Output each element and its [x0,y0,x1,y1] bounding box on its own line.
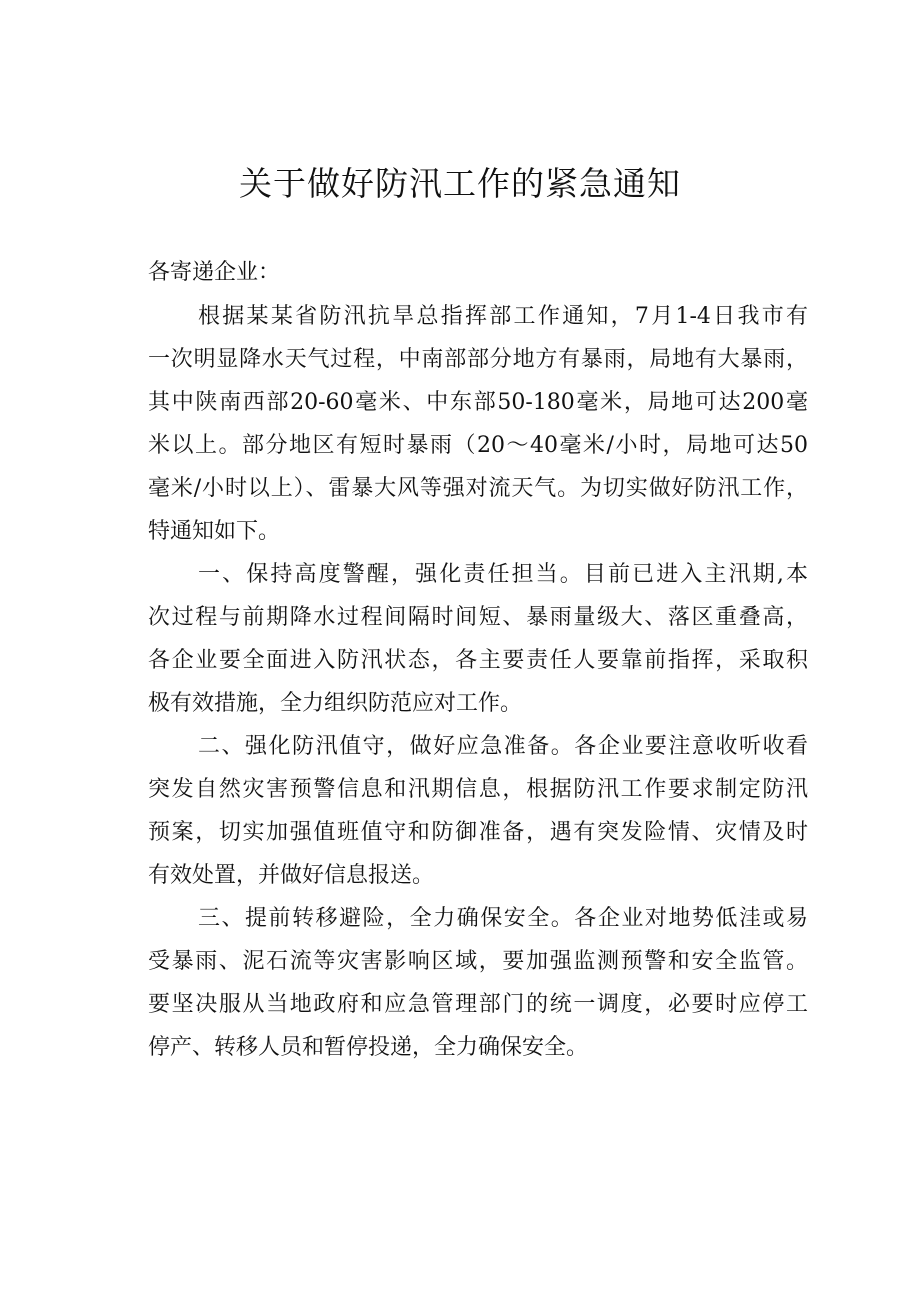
body-text-line: 特通知如下。 [148,519,281,544]
body-text-line: 有效处置，并做好信息报送。 [148,863,435,888]
body-text-line: 各企业要全面进入防汛状态，各主要责任人要靠前指挥，采取积 [148,648,808,673]
body-text-line: 米以上。部分地区有短时暴雨（20～40毫米/小时，局地可达50 [148,433,808,458]
body-text-line: 毫米/小时以上）、雷暴大风等强对流天气。为切实做好防汛工作， [148,476,808,501]
body-text-line: 次过程与前期降水过程间隔时间短、暴雨量级大、落区重叠高， [148,605,808,630]
body-text-line: 一、保持高度警醒，强化责任担当。目前已进入主汛期,本 [198,562,808,587]
body-text-line: 二、强化防汛值守，做好应急准备。各企业要注意收听收看 [198,734,808,759]
body-text-line: 根据某某省防汛抗旱总指挥部工作通知，7月1-4日我市有 [198,304,808,329]
body-text-line: 预案，切实加强值班值守和防御准备，遇有突发险情、灾情及时 [148,820,808,845]
body-text-line: 其中陕南西部20-60毫米、中东部50-180毫米，局地可达200毫 [148,390,808,415]
document-body [148,295,808,1069]
body-text-line: 极有效措施，全力组织防范应对工作。 [148,691,523,716]
body-text-line: 停产、转移人员和暂停投递，全力确保安全。 [148,1035,589,1060]
body-text-line: 三、提前转移避险，全力确保安全。各企业对地势低洼或易 [198,906,808,931]
salutation: 各寄递企业： [148,260,281,285]
body-text-line: 要坚决服从当地政府和应急管理部门的统一调度，必要时应停工 [148,992,808,1017]
body-text-line: 突发自然灾害预警信息和汛期信息，根据防汛工作要求制定防汛 [148,777,808,802]
document-title: 关于做好防汛工作的紧急通知 [239,164,681,203]
body-text-line: 一次明显降水天气过程，中南部部分地方有暴雨，局地有大暴雨， [148,347,808,372]
body-text-line: 受暴雨、泥石流等灾害影响区域，要加强监测预警和安全监管。 [148,949,808,974]
